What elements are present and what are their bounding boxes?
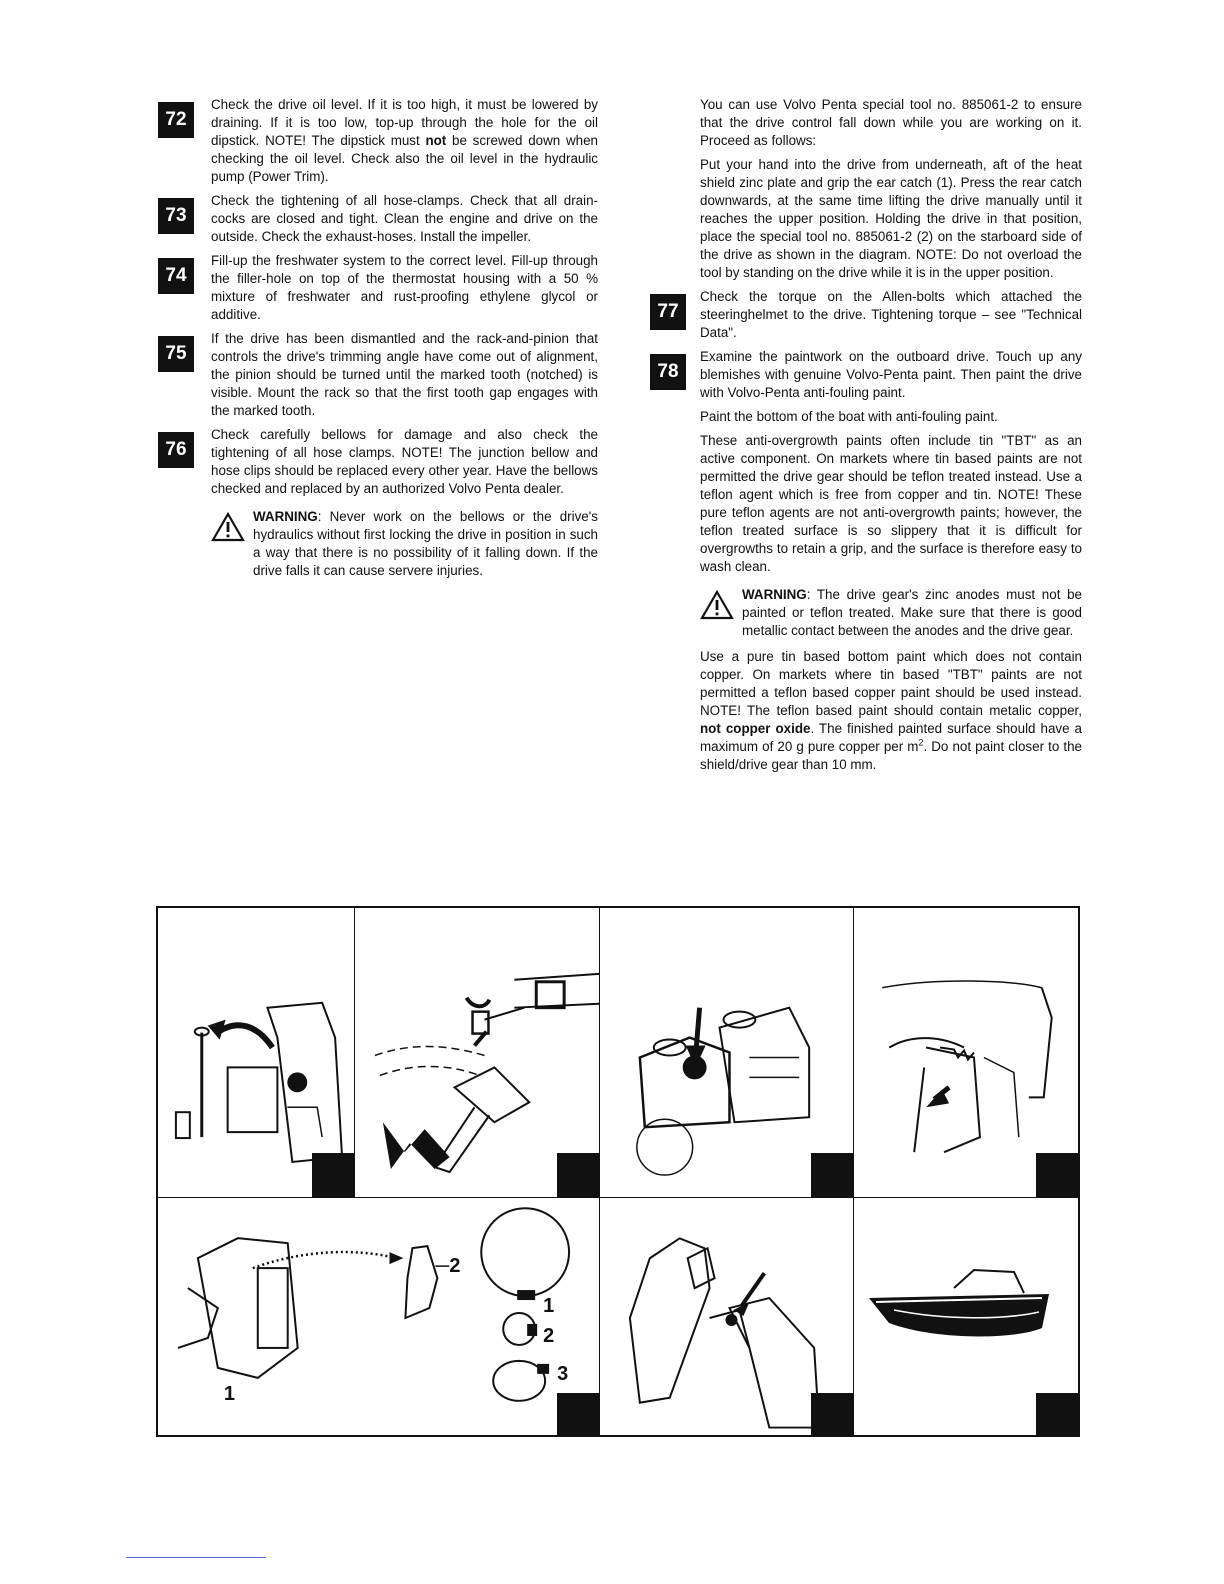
step-73-text: Check the tightening of all hose-clamps. Check that all drain-cocks are closed and tight. Clean the engine and drive on the outside. Check the exhaust-hoses. Install the impeller. xyxy=(211,193,598,244)
p4-b: . The finished painted surface should have a maximum of 20 g pure copper per m xyxy=(700,721,1082,754)
figure-tab xyxy=(1036,1153,1078,1197)
warning-text-76: : Never work on the bellows or the drive's hydraulics without first locking the drive in position in such a way that there is no possibility of it falling down. If the drive falls it can cause servere injuries. xyxy=(253,509,598,578)
figure-tab xyxy=(557,1153,599,1197)
step-76 xyxy=(158,426,598,580)
intro-paragraph-1: You can use Volvo Penta special tool no. 885061-2 to ensure that the drive control fall down while you are working on it. Proceed as follows: xyxy=(700,97,1082,148)
step-number-72: 72 xyxy=(158,102,194,138)
p4-sup: 2 xyxy=(918,737,924,748)
figure-76-bellows-tool xyxy=(158,1198,600,1437)
figure-78-boat-hull xyxy=(854,1198,1078,1437)
right-intro xyxy=(650,96,1082,282)
step-number-78: 78 xyxy=(650,354,686,390)
step-number-76: 76 xyxy=(158,432,194,468)
step-76-text: Check carefully bellows for damage and also check the tightening of all hose clamps. NOTE! The junction bellow and hose clips should be replaced every other year. Have the bellows checked and replaced by an authorized Volvo Penta dealer. xyxy=(211,427,598,496)
p4-bold: not copper oxide xyxy=(700,721,811,736)
step-number-75: 75 xyxy=(158,336,194,372)
right-column xyxy=(650,96,1082,780)
step-number-73: 73 xyxy=(158,198,194,234)
callout-1: 1 xyxy=(543,1295,555,1318)
step-78-paragraph-4 xyxy=(700,648,1082,774)
callout-2: 2 xyxy=(449,1255,461,1278)
figure-73-hose-clamps xyxy=(355,908,600,1198)
step-75 xyxy=(158,330,598,420)
step-77 xyxy=(650,288,1082,342)
footnote-rule xyxy=(126,1557,266,1558)
step-78 xyxy=(650,348,1082,774)
figure-77-steering-helmet xyxy=(600,1198,854,1437)
figure-74-freshwater xyxy=(600,908,854,1198)
callout-1b: 1 xyxy=(223,1382,235,1405)
step-78-text: Examine the paintwork on the outboard drive. Touch up any blemishes with genuine Volvo-Penta paint. Then paint the drive with Volvo-Penta anti-fouling paint. xyxy=(700,349,1082,400)
bellows-tool-illustration xyxy=(158,1198,599,1437)
step-75-text: If the drive has been dismantled and the rack-and-pinion that controls the drive's trimming angle have come out of alignment, the pinion should be turned until the marked tooth (notched) is visible. Mount the rack so that the first tooth gap engages with the marked tooth. xyxy=(211,331,598,418)
left-column xyxy=(158,96,598,588)
p4-a: Use a pure tin based bottom paint which does not contain copper. On markets where tin based "TBT" paints are not permitted a teflon based copper paint should be used instead. NOTE! The teflon based paint should contain metalic copper, xyxy=(700,649,1082,718)
callout-2b: 2 xyxy=(543,1324,555,1347)
p4-c: . Do not paint closer to the shield/drive gear than 10 mm. xyxy=(700,739,1082,772)
warning-box-78 xyxy=(700,586,1082,640)
step-number-77: 77 xyxy=(650,294,686,330)
warning-text-78: : The drive gear's zinc anodes must not be painted or teflon treated. Make sure that there is good metallic contact between the anodes and the drive gear. xyxy=(742,587,1082,638)
step-74 xyxy=(158,252,598,324)
step-72-text xyxy=(211,96,598,186)
figure-tab xyxy=(312,1153,354,1197)
step-78-paragraph-3: These anti-overgrowth paints often include tin "TBT" as an active component. On markets where tin based paints are not permitted the drive gear should be teflon treated instead. Use a teflon agent which is free from copper and tin. NOTE! These pure teflon agents are not anti-overgrowth paints; however, the teflon treated surface is so slippery that it is difficult for overgrowths to retain a grip, and the surface is therefore easy to wash clean. xyxy=(700,433,1082,574)
figure-tab xyxy=(811,1153,853,1197)
figure-72-dipstick xyxy=(158,908,355,1198)
step-72-text-b: be screwed down when checking the oil level. Check also the oil level in the hydraulic pump (Power Trim). xyxy=(211,133,598,184)
callout-3: 3 xyxy=(557,1362,569,1385)
step-72-text-a: Check the drive oil level. If it is too high, it must be lowered by draining. If it is too low, top-up through the hole for the oil dipstick. NOTE! The dipstick must xyxy=(211,97,598,148)
figure-75-rack-pinion xyxy=(854,908,1078,1198)
step-78-paragraph-2: Paint the bottom of the boat with anti-fouling paint. xyxy=(700,409,998,424)
warning-title-78: WARNING xyxy=(742,587,807,602)
step-72 xyxy=(158,96,598,186)
step-number-74: 74 xyxy=(158,258,194,294)
figure-tab xyxy=(1036,1393,1078,1437)
step-72-text-bold: not xyxy=(425,133,447,148)
figure-tab xyxy=(557,1393,599,1437)
step-77-text: Check the torque on the Allen-bolts which attached the steeringhelmet to the drive. Tightening torque – see "Technical Data". xyxy=(700,289,1082,340)
intro-paragraph-2: Put your hand into the drive from underneath, aft of the heat shield zinc plate and grip the ear catch (1). Press the rear catch downwards, at the same time lifting the drive manually until it reaches the upper position. Holding the drive in that position, place the special tool no. 885061-2 (2) on the starboard side of the drive as shown in the diagram. NOTE: Do not overload the tool by standing on the drive while it is in the upper position. xyxy=(700,157,1082,280)
figure-grid xyxy=(156,906,1080,1437)
warning-triangle-icon xyxy=(211,512,245,542)
step-74-text: Fill-up the freshwater system to the correct level. Fill-up through the filler-hole on top of the thermostat housing with a 50 % mixture of freshwater and rust-proofing ethylene glycol or additive. xyxy=(211,253,598,322)
figure-tab xyxy=(811,1393,853,1437)
warning-title-76: WARNING xyxy=(253,509,318,524)
step-73 xyxy=(158,192,598,246)
warning-triangle-icon xyxy=(700,590,734,620)
warning-box-76 xyxy=(211,508,598,580)
